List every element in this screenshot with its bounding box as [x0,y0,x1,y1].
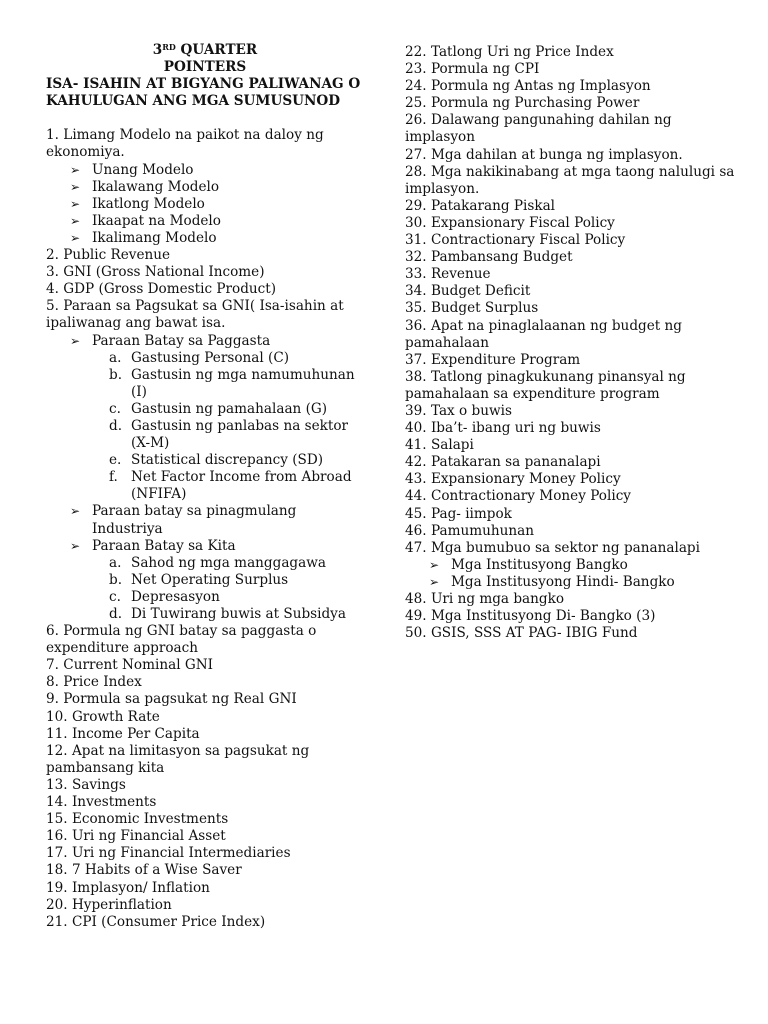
list-item: 30. Expansionary Fiscal Policy [405,214,615,231]
list-item: 19. Implasyon/ Inflation [46,879,210,896]
sub-list-item [46,538,364,555]
list-marker: a. [109,349,122,366]
arrow-bullet-icon: ➢ [70,162,81,177]
pointer-list-right [405,44,735,642]
arrow-bullet-icon: ➢ [70,179,81,194]
list-item: 14. Investments [46,794,157,811]
title-rest: QUARTER [175,42,258,58]
list-item: 12. Apat na limitasyon sa pagsukat ng pambansang kita [46,742,310,776]
list-item: 37. Expenditure Program [405,351,581,368]
list-item: 23. Pormula ng CPI [405,61,540,78]
sub-sub-list-item [46,367,364,401]
list-marker: c. [109,400,121,417]
list-item: 15. Economic Investments [46,811,229,828]
list-item: 40. Iba’t- ibang uri ng buwis [405,420,601,437]
list-item: 48. Uri ng mga bangko [405,591,565,607]
list-item: 33. Revenue [405,266,491,283]
list-item-text: Gastusing Personal (C) [131,349,290,366]
list-item: 31. Contractionary Fiscal Policy [405,232,626,249]
list-item: 11. Income Per Capita [46,725,200,742]
list-item-text: Unang Modelo [92,161,194,178]
list-item: 39. Tax o buwis [405,402,512,419]
arrow-bullet-icon: ➢ [429,557,440,572]
list-marker: d. [109,417,123,434]
list-item: 16. Uri ng Financial Asset [46,828,226,845]
sub-sub-list-item [46,555,364,572]
list-item: 36. Apat na pinaglalaanan ng budget ng pamahalaan [405,317,683,351]
list-item: 21. CPI (Consumer Price Index) [46,913,266,930]
sub-list-item [46,162,364,179]
list-item: 27. Mga dahilan at bunga ng implasyon. [405,146,683,163]
sub-list-item [46,213,364,230]
list-item: 13. Savings [46,776,126,793]
right-column [405,44,735,642]
left-column [46,42,364,931]
list-item-text: Ikaapat na Modelo [92,212,221,229]
list-item-text: Gastusin ng mga namumuhunan (I) [131,366,355,400]
list-item: 10. Growth Rate [46,708,160,725]
arrow-bullet-icon: ➢ [70,230,81,245]
list-item: 8. Price Index [46,674,142,691]
list-marker: a. [109,554,122,571]
list-marker: b. [109,571,123,588]
list-item: 44. Contractionary Money Policy [405,488,631,505]
list-item: 46. Pamumuhunan [405,522,534,539]
sub-list-item [46,179,364,196]
list-item: 34. Budget Deficit [405,283,531,300]
arrow-bullet-icon: ➢ [70,333,81,348]
sub-sub-list-item [46,418,364,452]
list-item-text: Net Operating Surplus [131,571,289,588]
list-item-text: Paraan batay sa pinagmulang Industriya [92,503,297,537]
title-superscript: RD [162,42,176,52]
list-item: 38. Tatlong pinagkukunang pinansyal ng pamahalaan sa expenditure program [405,368,686,402]
title-number: 3 [152,42,163,58]
arrow-bullet-icon: ➢ [70,504,81,519]
list-item-text: Depresasyon [131,588,220,605]
list-item-text: Paraan Batay sa Paggasta [92,332,271,349]
sub-sub-list-item [46,350,364,367]
sub-list-item [46,230,364,247]
list-item: 3. GNI (Gross National Income) [46,264,265,281]
list-marker: d. [109,606,123,622]
list-item: 42. Patakaran sa pananalapi [405,454,601,471]
list-item: 6. Pormula ng GNI batay sa paggasta o expenditure approach [46,623,317,657]
list-item-text: Net Factor Income from Abroad (NFIFA) [131,469,352,503]
list-item: 43. Expansionary Money Policy [405,471,621,488]
sub-sub-list-item [46,572,364,589]
list-item: 29. Patakarang Piskal [405,197,556,214]
list-item: 17. Uri ng Financial Intermediaries [46,845,291,862]
page-title [46,42,364,59]
arrow-bullet-icon: ➢ [70,538,81,553]
instruction-text: ISA- ISAHIN AT BIGYANG PALIWANAG O KAHULUGAN ANG MGA SUMUSUNOD [46,76,361,110]
list-marker: e. [109,452,122,469]
sub-sub-list-item [46,469,364,503]
sub-list-item [46,333,364,350]
list-item-text: Mga Institusyong Bangko [451,556,628,573]
list-item-text: Ikatlong Modelo [92,195,205,212]
list-item: 7. Current Nominal GNI [46,657,213,674]
list-item: 24. Pormula ng Antas ng Implasyon [405,78,651,95]
pointer-list-left [46,127,364,930]
list-item: 47. Mga bumubuo sa sektor ng pananalapi [405,539,700,556]
list-marker: f. [109,469,118,486]
sub-sub-list-item [46,589,364,606]
sub-list-item [405,557,735,574]
list-item: 49. Mga Institusyong Di- Bangko (3) [405,608,656,625]
list-item: 25. Pormula ng Purchasing Power [405,95,640,112]
list-item: 20. Hyperinflation [46,896,172,913]
sub-sub-list-item [46,606,364,623]
page-subtitle: POINTERS [163,59,247,76]
arrow-bullet-icon: ➢ [429,574,440,589]
list-item: 22. Tatlong Uri ng Price Index [405,44,614,60]
list-item-text: Gastusin ng panlabas na sektor (X-M) [131,417,349,452]
list-item-text: Gastusin ng pamahalaan (G) [131,400,328,417]
list-item: 1. Limang Modelo na paikot na daloy ng ekonomiya. [46,127,324,161]
sub-list-item [46,503,364,537]
list-item: 28. Mga nakikinabang at mga taong nalulugi sa implasyon. [405,163,735,197]
list-item: 9. Pormula sa pagsukat ng Real GNI [46,691,297,708]
sub-sub-list-item [46,452,364,469]
list-item-text: Sahod ng mga manggagawa [131,554,326,571]
list-item-text: Ikalimang Modelo [92,229,217,246]
list-item: 18. 7 Habits of a Wise Saver [46,862,242,879]
list-item: 5. Paraan sa Pagsukat sa GNI( Isa-isahin at ipaliwanag ang bawat isa. [46,298,344,332]
list-item-text: Statistical discrepancy (SD) [131,452,324,469]
arrow-bullet-icon: ➢ [70,196,81,211]
list-item-text: Ikalawang Modelo [92,178,220,195]
sub-list-item [46,196,364,213]
list-item-text: Di Tuwirang buwis at Subsidya [131,606,346,622]
list-item: 45. Pag- iimpok [405,505,512,522]
list-item: 26. Dalawang pangunahing dahilan ng implasyon [405,112,672,146]
list-item: 41. Salapi [405,437,474,454]
list-item-text: Mga Institusyong Hindi- Bangko [451,573,675,590]
list-item: 32. Pambansang Budget [405,249,573,266]
list-item-text: Paraan Batay sa Kita [92,537,236,554]
list-marker: c. [109,588,121,605]
sub-sub-list-item [46,401,364,418]
spacer [46,110,364,127]
list-item: 35. Budget Surplus [405,300,539,317]
list-item: 4. GDP (Gross Domestic Product) [46,281,277,298]
list-marker: b. [109,366,123,383]
list-item: 50. GSIS, SSS AT PAG- IBIG Fund [405,625,638,642]
sub-list-item [405,574,735,591]
list-item: 2. Public Revenue [46,247,171,264]
arrow-bullet-icon: ➢ [70,213,81,228]
